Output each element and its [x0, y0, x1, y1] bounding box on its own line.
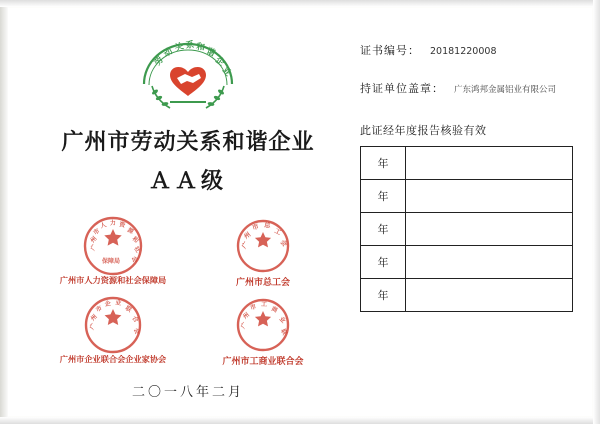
verification-note-cell[interactable]	[406, 213, 573, 246]
scan-edge-right	[593, 0, 600, 424]
svg-text:市: 市	[94, 304, 104, 314]
certificate-number-label: 证书编号：	[360, 44, 420, 57]
certificate-right-panel	[360, 42, 582, 312]
official-seal-icon	[82, 215, 144, 277]
svg-text:广: 广	[89, 243, 99, 252]
svg-text:人: 人	[99, 221, 108, 230]
svg-text:力: 力	[109, 219, 117, 227]
verification-heading: 此证经年度报告核验有效	[360, 124, 487, 137]
verification-note-cell[interactable]	[406, 279, 573, 312]
holder-company-row	[360, 80, 582, 96]
table-row	[361, 279, 573, 312]
svg-text:广: 广	[88, 321, 98, 331]
certificate-left-panel	[28, 22, 348, 414]
svg-text:动: 动	[162, 46, 175, 60]
certificate-title: 广州市劳动关系和谐企业	[61, 130, 315, 155]
seals-group	[38, 215, 338, 367]
verification-note-cell[interactable]	[406, 246, 573, 279]
svg-text:企: 企	[104, 299, 112, 308]
svg-text:合: 合	[130, 314, 140, 324]
seal-caption: 广州市工商业联合会	[222, 356, 304, 367]
table-row	[361, 180, 573, 213]
svg-text:资: 资	[118, 220, 126, 229]
verification-year-cell: 年	[361, 279, 406, 312]
svg-text:州: 州	[89, 234, 99, 245]
svg-text:会: 会	[278, 237, 289, 248]
seal-block	[199, 294, 327, 367]
certificate-grade: ＡＡ级	[148, 168, 227, 194]
table-row	[361, 246, 573, 279]
table-row	[361, 147, 573, 180]
svg-text:工: 工	[273, 226, 283, 237]
svg-text:业: 业	[277, 315, 287, 325]
seal-block	[49, 294, 177, 365]
verification-table	[360, 146, 573, 312]
seal-block	[49, 215, 177, 286]
svg-text:市: 市	[249, 302, 258, 312]
svg-text:工: 工	[260, 300, 268, 308]
scan-edge-bottom	[0, 417, 600, 424]
seal-caption: 广州市总工会	[235, 277, 290, 288]
verification-note-cell[interactable]	[406, 180, 573, 213]
official-seal-icon	[232, 294, 294, 356]
svg-text:市: 市	[92, 227, 102, 237]
svg-text:商: 商	[270, 305, 279, 314]
svg-text:业: 业	[219, 65, 233, 79]
holder-company-label: 持证单位盖章：	[360, 82, 444, 95]
svg-text:广: 广	[240, 240, 251, 250]
svg-text:关: 关	[173, 41, 186, 54]
handshake-heart-emblem-icon	[132, 38, 244, 114]
svg-text:联: 联	[279, 327, 289, 336]
svg-text:州: 州	[89, 312, 99, 323]
svg-text:州: 州	[242, 230, 253, 241]
svg-text:联: 联	[123, 304, 133, 314]
certificate-page	[8, 8, 592, 416]
verification-year-cell: 年	[361, 213, 406, 246]
verification-year-cell: 年	[361, 246, 406, 279]
certificate-number-value: 20181220008	[430, 46, 497, 57]
svg-text:系: 系	[185, 40, 195, 51]
official-seal-icon	[82, 294, 144, 356]
svg-text:社: 社	[132, 245, 142, 254]
svg-text:州: 州	[241, 310, 251, 321]
scan-edge-top	[0, 0, 600, 7]
svg-text:广: 广	[239, 320, 249, 330]
svg-text:源: 源	[126, 226, 135, 236]
verification-note-cell[interactable]	[406, 147, 573, 180]
svg-text:和: 和	[130, 235, 140, 245]
svg-text:谐: 谐	[204, 46, 217, 59]
seal-block	[199, 215, 327, 288]
holder-company-value: 广东鸿邦金属铝业有限公司	[454, 85, 557, 95]
svg-text:保障局: 保障局	[102, 257, 121, 265]
verification-year-cell: 年	[361, 147, 406, 180]
verification-year-cell: 年	[361, 180, 406, 213]
table-row	[361, 213, 573, 246]
svg-text:市: 市	[251, 222, 260, 232]
svg-text:和: 和	[195, 42, 206, 54]
svg-text:劳: 劳	[152, 54, 166, 69]
seal-caption: 广州市企业联合会企业家协会	[59, 353, 167, 364]
certificate-date: 二〇一八年二月	[131, 384, 244, 400]
svg-text:会: 会	[130, 255, 139, 264]
svg-text:业: 业	[114, 298, 122, 307]
svg-text:总: 总	[263, 220, 271, 230]
svg-text:企: 企	[213, 55, 227, 69]
certificate-number-row	[360, 42, 582, 58]
official-seal-icon	[232, 215, 294, 277]
seal-caption: 广州市人力资源和社会保障局	[59, 274, 167, 285]
svg-text:会: 会	[132, 326, 141, 336]
